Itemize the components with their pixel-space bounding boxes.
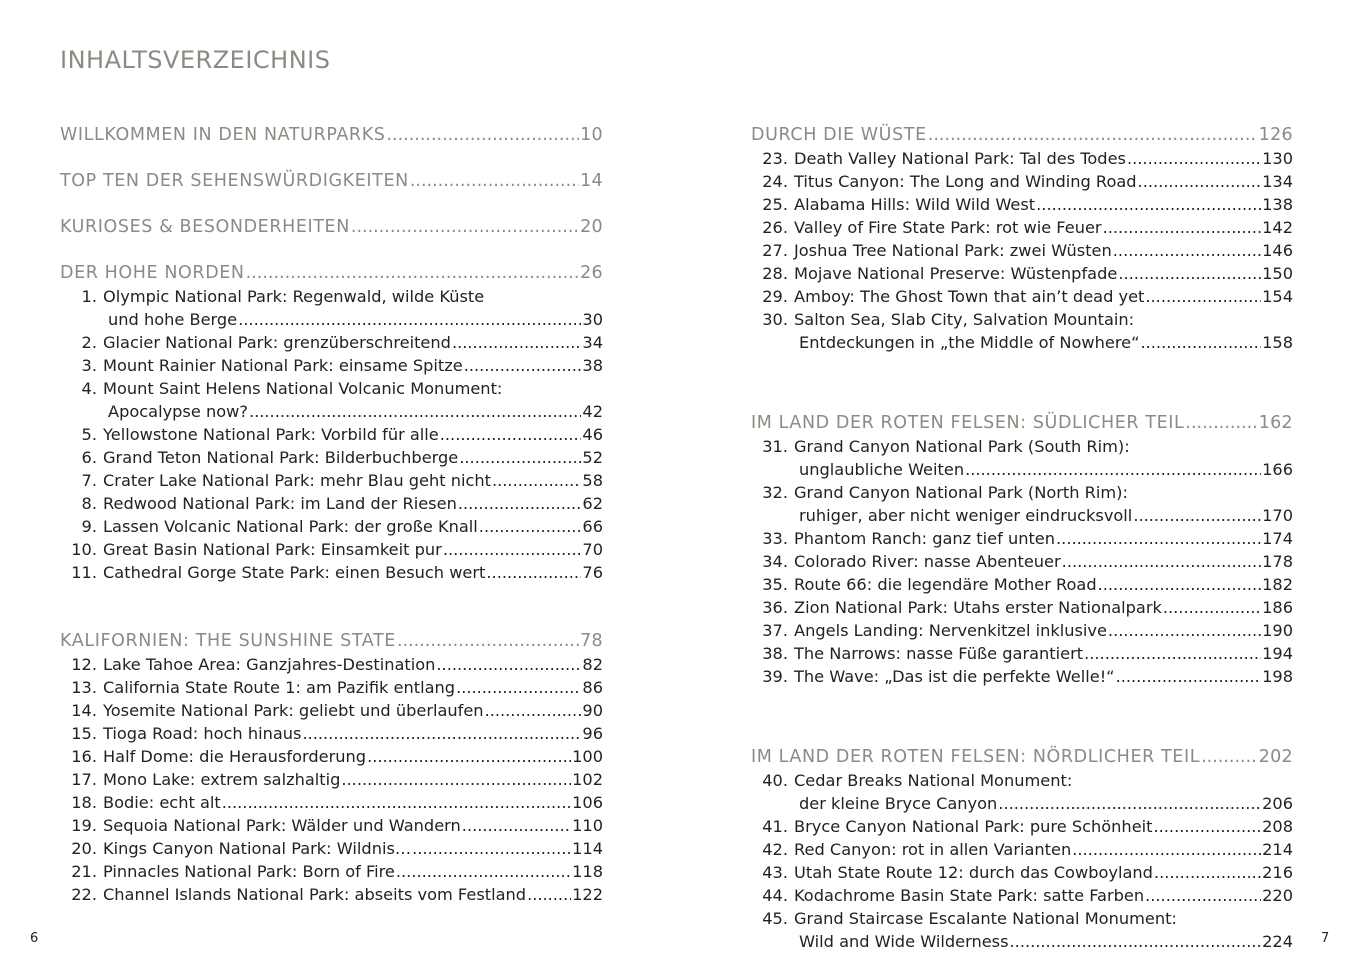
section-title: DER HOHE NORDEN (60, 263, 245, 283)
toc-entry[interactable] (60, 492, 603, 515)
entry-title: Pinnacles National Park: Born of Fire (103, 862, 395, 881)
entry-number: 26. (762, 218, 788, 237)
entry-title: Grand Staircase Escalante National Monument: (794, 909, 1177, 928)
leader-dots (452, 331, 581, 354)
entry-number: 35. (762, 575, 788, 594)
leader-dots (462, 814, 571, 837)
entry-title: Titus Canyon: The Long and Winding Road (794, 172, 1137, 191)
leader-dots (443, 538, 582, 561)
toc-entry-continuation[interactable] (751, 792, 1293, 815)
entry-page: 206 (1262, 794, 1293, 813)
toc-entry[interactable] (60, 561, 603, 584)
toc-entry[interactable] (751, 481, 1293, 504)
entry-page: 214 (1262, 840, 1293, 859)
entry-page: 154 (1262, 287, 1293, 306)
section-page: 14 (580, 171, 603, 191)
toc-entry[interactable] (60, 791, 603, 814)
toc-entry-continuation[interactable] (60, 308, 603, 331)
entry-title: Crater Lake National Park: mehr Blau geht nicht (103, 471, 491, 490)
section-page: 78 (580, 631, 603, 651)
toc-entry[interactable] (60, 469, 603, 492)
toc-right-column (751, 124, 1293, 953)
entry-title: Channel Islands National Park: abseits vom Festland (103, 885, 527, 904)
leader-dots (436, 653, 581, 676)
entry-page: 122 (572, 885, 603, 904)
toc-entry-continuation[interactable] (751, 930, 1293, 953)
entry-page: 208 (1262, 817, 1293, 836)
leader-dots (998, 792, 1261, 815)
entry-number: 5. (81, 425, 97, 444)
toc-entry-continuation[interactable] (60, 400, 603, 423)
entry-title: Lassen Volcanic National Park: der große Knall (103, 517, 478, 536)
entry-page: 224 (1262, 932, 1293, 951)
entry-title: Lake Tahoe Area: Ganzjahres-Destination (103, 655, 436, 674)
entry-page: 30 (582, 310, 603, 329)
leader-dots (410, 170, 579, 193)
leader-dots (492, 469, 581, 492)
entry-page: 134 (1262, 172, 1293, 191)
leader-dots (386, 124, 579, 147)
entry-title: Salton Sea, Slab City, Salvation Mountain: (794, 310, 1135, 329)
entry-title: Grand Teton National Park: Bilderbuchberge (103, 448, 459, 467)
leader-dots (1113, 239, 1261, 262)
leader-dots (928, 124, 1258, 147)
toc-entry[interactable] (751, 435, 1293, 458)
section-heading[interactable] (751, 412, 1293, 435)
toc-entry[interactable] (751, 884, 1293, 907)
entry-number: 11. (71, 563, 97, 582)
entry-number: 31. (762, 437, 788, 456)
entry-title-continued: Apocalypse now? (108, 402, 248, 421)
entry-page: 110 (572, 816, 603, 835)
entry-title: Death Valley National Park: Tal des Todes (794, 149, 1126, 168)
entry-title-continued: und hohe Berge (108, 310, 238, 329)
toc-entry[interactable] (60, 446, 603, 469)
entry-title: Yosemite National Park: geliebt und überlaufen (103, 701, 484, 720)
entry-number: 3. (81, 356, 97, 375)
entry-page: 174 (1262, 529, 1293, 548)
toc-section (60, 170, 603, 193)
entry-page: 46 (582, 425, 603, 444)
section-page: 26 (580, 263, 603, 283)
entry-page: 58 (582, 471, 603, 490)
leader-dots (1118, 262, 1261, 285)
entry-number: 9. (81, 517, 97, 536)
leader-dots (367, 745, 571, 768)
leader-dots (1062, 550, 1261, 573)
leader-dots (459, 446, 581, 469)
toc-entry[interactable] (751, 527, 1293, 550)
entry-page: 96 (582, 724, 603, 743)
toc-entry[interactable] (60, 837, 603, 860)
entry-number: 36. (762, 598, 788, 617)
entry-number: 28. (762, 264, 788, 283)
toc-entry[interactable] (60, 745, 603, 768)
entry-page: 146 (1262, 241, 1293, 260)
leader-dots (1133, 504, 1261, 527)
entry-page: 158 (1262, 333, 1293, 352)
entry-page: 52 (582, 448, 603, 467)
toc-entry[interactable] (60, 814, 603, 837)
entry-number: 44. (762, 886, 788, 905)
entry-number: 2. (81, 333, 97, 352)
leader-dots (527, 883, 571, 906)
toc-entry[interactable] (60, 676, 603, 699)
entry-page: 142 (1262, 218, 1293, 237)
entry-page: 118 (572, 862, 603, 881)
entry-title: Valley of Fire State Park: rot wie Feuer (794, 218, 1102, 237)
entry-page: 194 (1262, 644, 1293, 663)
leader-dots (222, 791, 571, 814)
leader-dots (1163, 596, 1261, 619)
entry-page: 130 (1262, 149, 1293, 168)
toc-entry[interactable] (60, 722, 603, 745)
leader-dots (341, 768, 571, 791)
leader-dots (1072, 838, 1261, 861)
toc-entry[interactable] (60, 860, 603, 883)
toc-entry[interactable] (751, 550, 1293, 573)
entry-number: 17. (71, 770, 97, 789)
leader-dots (479, 515, 582, 538)
entry-title: Route 66: die legendäre Mother Road (794, 575, 1097, 594)
toc-entry-continuation[interactable] (751, 504, 1293, 527)
entry-number: 21. (71, 862, 97, 881)
leader-dots (1138, 170, 1262, 193)
entry-number: 29. (762, 287, 788, 306)
entry-title-continued: unglaubliche Weiten (799, 460, 965, 479)
entry-number: 14. (71, 701, 97, 720)
toc-entry[interactable] (60, 354, 603, 377)
toc-entry[interactable] (751, 262, 1293, 285)
entry-page: 82 (582, 655, 603, 674)
toc-entry[interactable] (751, 285, 1293, 308)
toc-entry[interactable] (60, 699, 603, 722)
toc-entry[interactable] (751, 665, 1293, 688)
toc-entry[interactable] (60, 653, 603, 676)
entry-title: Yellowstone National Park: Vorbild für alle (103, 425, 439, 444)
leader-dots (464, 354, 582, 377)
toc-entry[interactable] (751, 769, 1293, 792)
entry-title: Phantom Ranch: ganz tief unten (794, 529, 1056, 548)
entry-title: Half Dome: die Herausforderung (103, 747, 367, 766)
entry-title: Great Basin National Park: Einsamkeit pur (103, 540, 442, 559)
toc-entry[interactable] (751, 907, 1293, 930)
entry-page: 150 (1262, 264, 1293, 283)
toc-entry-continuation[interactable] (751, 458, 1293, 481)
entry-title: Grand Canyon National Park (South Rim): (794, 437, 1130, 456)
leader-dots (396, 860, 571, 883)
entry-page: 182 (1262, 575, 1293, 594)
entry-page: 38 (582, 356, 603, 375)
entry-title-continued: Wild and Wide Wilderness (799, 932, 1009, 951)
leader-dots (486, 561, 581, 584)
section-title: IM LAND DER ROTEN FELSEN: NÖRDLICHER TEIL (751, 747, 1201, 767)
leader-dots (456, 676, 581, 699)
section-title: KALIFORNIEN: THE SUNSHINE STATE (60, 631, 396, 651)
toc-section (60, 630, 603, 906)
toc-entry[interactable] (60, 377, 603, 400)
entry-number: 41. (762, 817, 788, 836)
entry-page: 114 (572, 839, 603, 858)
entry-number: 33. (762, 529, 788, 548)
toc-section (60, 216, 603, 239)
leader-dots (1084, 642, 1261, 665)
leader-dots (485, 699, 582, 722)
entry-number: 1. (81, 287, 97, 306)
entry-title: Sequoia National Park: Wälder und Wandern (103, 816, 461, 835)
toc-entry[interactable] (60, 285, 603, 308)
entry-title: Kodachrome Basin State Park: satte Farben (794, 886, 1145, 905)
toc-entry-continuation[interactable] (751, 331, 1293, 354)
toc-entry[interactable] (751, 573, 1293, 596)
leader-dots (1103, 216, 1262, 239)
entry-page: 70 (582, 540, 603, 559)
entry-page: 90 (582, 701, 603, 720)
leader-dots (1036, 193, 1261, 216)
section-title: TOP TEN DER SEHENSWÜRDIGKEITEN (60, 171, 409, 191)
leader-dots (238, 308, 581, 331)
entry-page: 190 (1262, 621, 1293, 640)
toc-entry[interactable] (60, 883, 603, 906)
entry-page: 170 (1262, 506, 1293, 525)
leader-dots (249, 400, 581, 423)
toc-entry[interactable] (751, 861, 1293, 884)
entry-title: Alabama Hills: Wild Wild West (794, 195, 1036, 214)
section-title: WILLKOMMEN IN DEN NATURPARKS (60, 125, 386, 145)
entry-title: Bodie: echt alt (103, 793, 221, 812)
toc-entry[interactable] (751, 308, 1293, 331)
entry-page: 220 (1262, 886, 1293, 905)
leader-dots (246, 262, 580, 285)
toc-section (60, 124, 603, 147)
entry-page: 86 (582, 678, 603, 697)
leader-dots (1116, 665, 1262, 688)
entry-title: Mono Lake: extrem salzhaltig (103, 770, 341, 789)
leader-dots (1145, 285, 1261, 308)
entry-title: Kings Canyon National Park: Wildnis… (103, 839, 412, 858)
entry-number: 22. (71, 885, 97, 904)
leader-dots (1154, 861, 1261, 884)
entry-number: 38. (762, 644, 788, 663)
entry-title: The Narrows: nasse Füße garantiert (794, 644, 1084, 663)
entry-title-continued: Entdeckungen in „the Middle of Nowhere“ (799, 333, 1140, 352)
leader-dots (397, 630, 579, 653)
leader-dots (458, 492, 582, 515)
entry-page: 66 (582, 517, 603, 536)
leader-dots (302, 722, 581, 745)
leader-dots (1185, 412, 1257, 435)
entry-title: Grand Canyon National Park (North Rim): (794, 483, 1128, 502)
toc-entry[interactable] (60, 768, 603, 791)
toc-entry[interactable] (751, 147, 1293, 170)
section-page: 202 (1258, 747, 1293, 767)
section-heading[interactable] (60, 216, 603, 239)
entry-page: 106 (572, 793, 603, 812)
entry-number: 18. (71, 793, 97, 812)
toc-section (751, 412, 1293, 688)
entry-page: 166 (1262, 460, 1293, 479)
entry-number: 32. (762, 483, 788, 502)
entry-title: Red Canyon: rot in allen Varianten (794, 840, 1072, 859)
section-page: 162 (1258, 413, 1293, 433)
entry-page: 216 (1262, 863, 1293, 882)
entry-number: 7. (81, 471, 97, 490)
toc-entry[interactable] (751, 619, 1293, 642)
entry-page: 102 (572, 770, 603, 789)
toc-entry[interactable] (751, 239, 1293, 262)
page-number-left: 6 (30, 931, 39, 946)
entry-number: 39. (762, 667, 788, 686)
entry-title: Colorado River: nasse Abenteuer (794, 552, 1061, 571)
entry-number: 8. (81, 494, 97, 513)
entry-title: Angels Landing: Nervenkitzel inklusive (794, 621, 1107, 640)
entry-title: Utah State Route 12: durch das Cowboyland (794, 863, 1153, 882)
entry-number: 30. (762, 310, 788, 329)
toc-section (751, 746, 1293, 953)
leader-dots (412, 837, 571, 860)
toc-entry[interactable] (751, 642, 1293, 665)
entry-title: Mojave National Preserve: Wüstenpfade (794, 264, 1118, 283)
entry-page: 42 (582, 402, 603, 421)
toc-entry[interactable] (751, 596, 1293, 619)
entry-number: 37. (762, 621, 788, 640)
section-heading[interactable] (751, 746, 1293, 769)
leader-dots (965, 458, 1261, 481)
toc-section (751, 124, 1293, 354)
entry-number: 25. (762, 195, 788, 214)
entry-title: Redwood National Park: im Land der Riesen (103, 494, 457, 513)
entry-number: 20. (71, 839, 97, 858)
entry-title: Mount Rainier National Park: einsame Spitze (103, 356, 463, 375)
entry-title: Mount Saint Helens National Volcanic Monument: (103, 379, 503, 398)
entry-number: 24. (762, 172, 788, 191)
toc-section (60, 262, 603, 584)
entry-title-continued: ruhiger, aber nicht weniger eindrucksvoll (799, 506, 1133, 525)
entry-number: 45. (762, 909, 788, 928)
leader-dots (1154, 815, 1262, 838)
entry-title: Bryce Canyon National Park: pure Schönheit (794, 817, 1153, 836)
entry-title: Cedar Breaks National Monument: (794, 771, 1073, 790)
toc-entry[interactable] (751, 216, 1293, 239)
leader-dots (1201, 746, 1258, 769)
toc-entry[interactable] (751, 838, 1293, 861)
entry-number: 10. (71, 540, 97, 559)
entry-page: 186 (1262, 598, 1293, 617)
toc-entry[interactable] (60, 331, 603, 354)
entry-number: 13. (71, 678, 97, 697)
entry-title: Cathedral Gorge State Park: einen Besuch wert (103, 563, 486, 582)
toc-left-column (60, 124, 603, 906)
section-title: KURIOSES & BESONDERHEITEN (60, 217, 350, 237)
section-heading[interactable] (60, 170, 603, 193)
entry-page: 34 (582, 333, 603, 352)
entry-title-continued: der kleine Bryce Canyon (799, 794, 998, 813)
entry-number: 43. (762, 863, 788, 882)
section-heading[interactable] (60, 124, 603, 147)
leader-dots (351, 216, 579, 239)
leader-dots (1108, 619, 1261, 642)
entry-number: 27. (762, 241, 788, 260)
entry-number: 42. (762, 840, 788, 859)
entry-title: Amboy: The Ghost Town that ain’t dead yet (794, 287, 1145, 306)
section-page: 126 (1258, 125, 1293, 145)
leader-dots (1145, 884, 1261, 907)
entry-number: 23. (762, 149, 788, 168)
leader-dots (1056, 527, 1261, 550)
section-heading[interactable] (60, 262, 603, 285)
toc-entry[interactable] (751, 170, 1293, 193)
entry-title: Zion National Park: Utahs erster Nationalpark (794, 598, 1162, 617)
leader-dots (1127, 147, 1261, 170)
entry-page: 62 (582, 494, 603, 513)
entry-number: 15. (71, 724, 97, 743)
section-page: 10 (580, 125, 603, 145)
entry-number: 34. (762, 552, 788, 571)
entry-page: 76 (582, 563, 603, 582)
entry-title: The Wave: „Das ist die perfekte Welle!“ (794, 667, 1115, 686)
entry-page: 198 (1262, 667, 1293, 686)
toc-entry[interactable] (60, 538, 603, 561)
leader-dots (1140, 331, 1261, 354)
entry-title: Glacier National Park: grenzüberschreitend (103, 333, 451, 352)
entry-number: 6. (81, 448, 97, 467)
entry-number: 40. (762, 771, 788, 790)
section-title: IM LAND DER ROTEN FELSEN: SÜDLICHER TEIL (751, 413, 1185, 433)
toc-entry[interactable] (751, 193, 1293, 216)
section-heading[interactable] (751, 124, 1293, 147)
toc-entry[interactable] (60, 423, 603, 446)
entry-number: 12. (71, 655, 97, 674)
entry-page: 178 (1262, 552, 1293, 571)
entry-title: California State Route 1: am Pazifik entlang (103, 678, 456, 697)
page-title: INHALTSVERZEICHNIS (60, 46, 331, 74)
leader-dots (1010, 930, 1262, 953)
section-heading[interactable] (60, 630, 603, 653)
leader-dots (1098, 573, 1261, 596)
entry-page: 100 (572, 747, 603, 766)
entry-number: 4. (81, 379, 97, 398)
toc-entry[interactable] (751, 815, 1293, 838)
entry-title: Olympic National Park: Regenwald, wilde Küste (103, 287, 485, 306)
entry-title: Tioga Road: hoch hinaus (103, 724, 302, 743)
page-number-right: 7 (1321, 931, 1330, 946)
entry-number: 19. (71, 816, 97, 835)
entry-title: Joshua Tree National Park: zwei Wüsten (794, 241, 1112, 260)
entry-page: 138 (1262, 195, 1293, 214)
leader-dots (440, 423, 582, 446)
entry-number: 16. (71, 747, 97, 766)
section-title: DURCH DIE WÜSTE (751, 125, 927, 145)
section-page: 20 (580, 217, 603, 237)
toc-entry[interactable] (60, 515, 603, 538)
